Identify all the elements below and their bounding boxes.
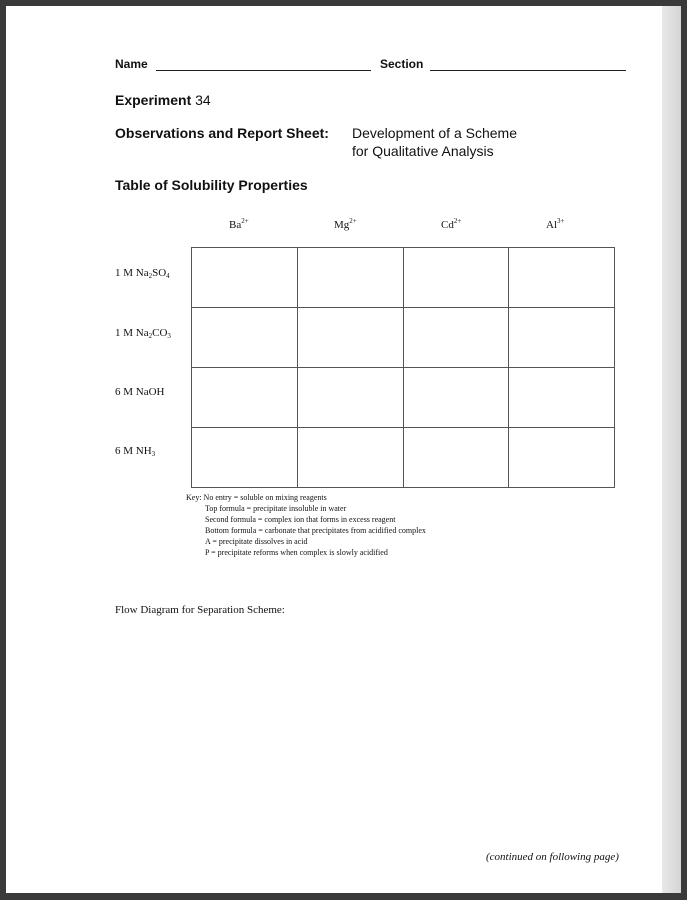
column-header-base: Cd [441,219,454,231]
row-header-nh3 [115,445,155,457]
name-line [156,70,371,71]
table-cell[interactable] [403,428,509,488]
table-row [192,428,615,488]
table-row [192,248,615,308]
table-cell[interactable] [509,428,615,488]
row-header-mid: SO [152,267,167,279]
key-line: Key: No entry = soluble on mixing reagents [186,493,327,502]
key-line: Top formula = precipitate insoluble in water [205,504,347,513]
column-header-ba [229,219,249,231]
row-header-prefix: 1 M Na [115,267,149,279]
column-header-charge: 3+ [557,217,565,225]
row-header-prefix: 6 M NaOH [115,386,165,398]
row-header-prefix: 6 M NH [115,445,152,457]
key-line: A = precipitate dissolves in acid [205,537,308,546]
report-title-line2: for Qualitative Analysis [352,143,494,159]
row-header-na2co3 [115,327,171,339]
table-cell[interactable] [297,428,403,488]
table-cell[interactable] [297,308,403,368]
table-cell[interactable] [403,368,509,428]
flow-diagram-label: Flow Diagram for Separation Scheme: [115,604,285,616]
report-title-line1: Development of a Scheme [352,125,517,141]
table-cell[interactable] [509,248,615,308]
row-header-na2so4 [115,267,170,279]
column-header-charge: 2+ [453,217,462,225]
experiment-label: Experiment [115,92,192,108]
column-header-charge: 2+ [241,217,249,225]
row-header-sub: 2 [148,272,153,280]
row-header-sub: 3 [167,332,171,340]
section-label: Section [380,57,424,71]
row-header-naoh [115,386,165,398]
column-header-base: Ba [229,219,242,231]
experiment-number: 34 [195,92,211,108]
table-cell[interactable] [192,428,298,488]
name-label: Name [115,57,148,71]
column-header-al [546,219,564,231]
worksheet-page [6,6,662,893]
table-row [192,308,615,368]
column-header-base: Al [546,219,557,231]
key-line: Second formula = complex ion that forms in excess reagent [205,515,396,524]
table-cell[interactable] [192,248,298,308]
column-header-cd [441,219,461,231]
column-header-charge: 2+ [349,217,357,225]
key-line: Bottom formula = carbonate that precipitates from acidified complex [205,526,426,535]
table-cell[interactable] [297,248,403,308]
table-cell[interactable] [509,368,615,428]
table-title: Table of Solubility Properties [115,177,308,193]
report-label: Observations and Report Sheet: [115,125,329,141]
table-cell[interactable] [192,368,298,428]
key-line: P = precipitate reforms when complex is slowly acidified [205,548,388,557]
row-header-sub: 4 [166,272,170,280]
continued-note: (continued on following page) [486,851,619,863]
row-header-sub: 2 [148,332,153,340]
section-line [430,70,626,71]
column-header-mg [334,219,357,231]
table-cell[interactable] [403,248,509,308]
table-row [192,368,615,428]
row-header-mid: CO [152,327,168,339]
row-header-sub: 3 [151,450,156,458]
page-edge-shadow [662,6,681,893]
column-header-base: Mg [334,219,350,231]
table-cell[interactable] [403,308,509,368]
experiment-heading [115,92,211,108]
table-cell[interactable] [192,308,298,368]
row-header-prefix: 1 M Na [115,327,149,339]
table-cell[interactable] [297,368,403,428]
solubility-table [191,247,615,488]
table-cell[interactable] [509,308,615,368]
